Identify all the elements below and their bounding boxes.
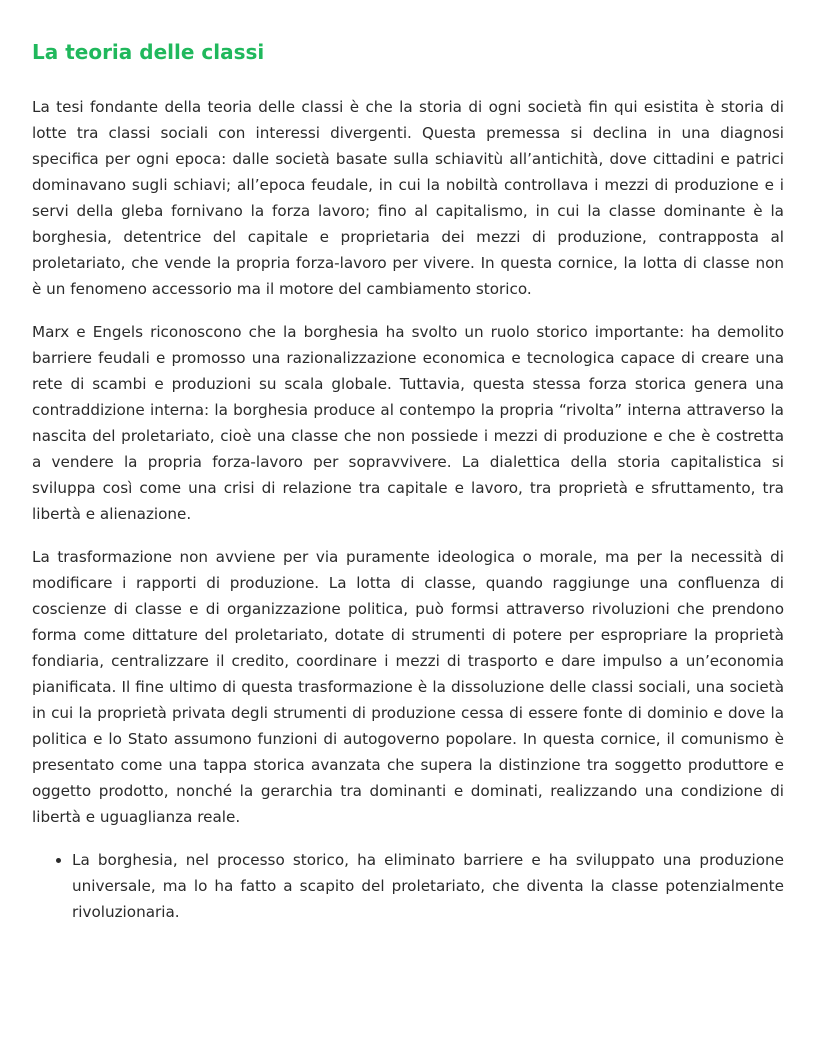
paragraph: La tesi fondante della teoria delle classi è che la storia di ogni società fin qui esistita è storia di lotte tra classi sociali con interessi divergenti. Questa premessa si declina in una diagnosi specifica per ogni epoca: dalle società basate sulla schiavitù all’antichità, dove cittadini e patrici dominavano sugli schiavi; all’epoca feudale, in cui la nobiltà controllava i mezzi di produzione e i servi della gleba fornivano la forza lavoro; fino al capitalismo, in cui la classe dominante è la borghesia, detentrice del capitale e proprietaria dei mezzi di produzione, contrapposta al proletariato, che vende la propria forza-lavoro per vivere. In questa cornice, la lotta di classe non è un fenomeno accessorio ma il motore del cambiamento storico. xyxy=(32,98,784,298)
paragraph: Marx e Engels riconoscono che la borghesia ha svolto un ruolo storico importante: ha demolito barriere feudali e promosso una razionalizzazione economica e tecnologica capace di creare una rete di scambi e produzioni su scala globale. Tuttavia, questa stessa forza storica genera una contraddizione interna: la borghesia produce al contempo la propria “rivolta” interna attraverso la nascita del proletariato, cioè una classe che non possiede i mezzi di produzione e che è costretta a vendere la propria forza-lavoro per sopravvivere. La dialettica della storia capitalistica si sviluppa così come una crisi di relazione tra capitale e lavoro, tra proprietà e sfruttamento, tra libertà e alienazione. xyxy=(32,323,784,523)
paragraph: La trasformazione non avviene per via puramente ideologica o morale, ma per la necessità di modificare i rapporti di produzione. La lotta di classe, quando raggiunge una confluenza di coscienze di classe e di organizzazione politica, può formsi attraverso rivoluzioni che prendono forma come dittature del proletariato, dotate di strumenti di potere per espropriare la proprietà fondiaria, centralizzare il credito, coordinare i mezzi di trasporto e dare impulso a un’economia pianificata. Il fine ultimo di questa trasformazione è la dissoluzione delle classi sociali, una società in cui la proprietà privata degli strumenti di produzione cessa di essere fonte di dominio e dove la politica e lo Stato assumono funzioni di autogoverno popolare. In questa cornice, il comunismo è presentato come una tappa storica avanzata che supera la distinzione tra soggetto produttore e oggetto prodotto, nonché la gerarchia tra dominanti e dominati, realizzando una condizione di libertà e uguaglianza reale. xyxy=(32,548,784,826)
bullet-list xyxy=(32,847,784,925)
bullet-item: • La borghesia, nel processo storico, ha eliminato barriere e ha sviluppato una produzione universale, ma lo ha fatto a scapito del proletariato, che diventa la classe potenzialmente rivoluzionaria. xyxy=(72,847,784,925)
page-title: La teoria delle classi xyxy=(32,40,265,64)
